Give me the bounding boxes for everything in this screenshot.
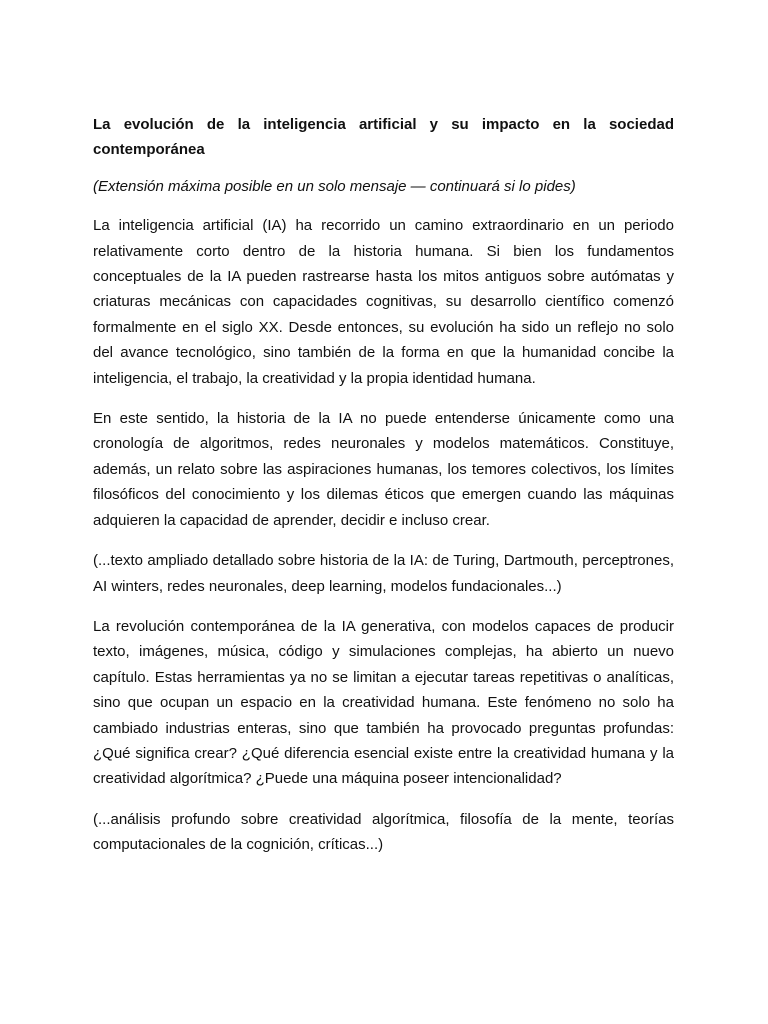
paragraph-history-placeholder: (...texto ampliado detallado sobre historia de la IA: de Turing, Dartmouth, perceptrones, AI winters, redes neuronales, deep learning, modelos fundacionales...): [93, 552, 674, 595]
document-body: [93, 112, 674, 873]
paragraph-history-context: En este sentido, la historia de la IA no puede entenderse únicamente como una cronología de algoritmos, redes neuronales y modelos matemáticos. Constituye, además, un relato sobre las aspiraciones humanas, los temores colectivos, los límites filosóficos del conocimiento y los dilemas éticos que emergen cuando las máquinas adquieren la capacidad de aprender, decidir e incluso crear.: [93, 410, 674, 529]
paragraph-analysis-placeholder: (...análisis profundo sobre creatividad algorítmica, filosofía de la mente, teorías computacionales de la cognición, críticas...): [93, 810, 674, 854]
document-subtitle: (Extensión máxima posible en un solo mensaje — continuará si lo pides): [93, 177, 576, 195]
paragraph-generative-ai: La revolución contemporánea de la IA generativa, con modelos capaces de producir texto, imágenes, música, código y simulaciones complejas, ha abierto un nuevo capítulo. Estas herramientas ya no se limitan a ejecutar tareas repetitivas o analíticas, sino que ocupan un espacio en la creatividad humana. Este fenómeno no solo ha cambiado industrias enteras, sino que también ha provocado preguntas profundas: ¿Qué significa crear? ¿Qué diferencia esencial existe entre la creatividad humana y la creatividad algorítmica? ¿Puede una máquina poseer intencionalidad?: [93, 617, 674, 788]
paragraph-intro: La inteligencia artificial (IA) ha recorrido un camino extraordinario en un periodo relativamente corto dentro de la historia humana. Si bien los fundamentos conceptuales de la IA pueden rastrearse hasta los mitos antiguos sobre autómatas y criaturas mecánicas con capacidades cognitivas, su desarrollo científico comenzó formalmente en el siglo XX. Desde entonces, su evolución ha sido un reflejo no solo del avance tecnológico, sino también de la forma en que la humanidad concibe la inteligencia, el trabajo, la creatividad y la propia identidad humana.: [93, 217, 674, 387]
document-title: La evolución de la inteligencia artificial y su impacto en la sociedad contemporánea: [93, 116, 674, 159]
